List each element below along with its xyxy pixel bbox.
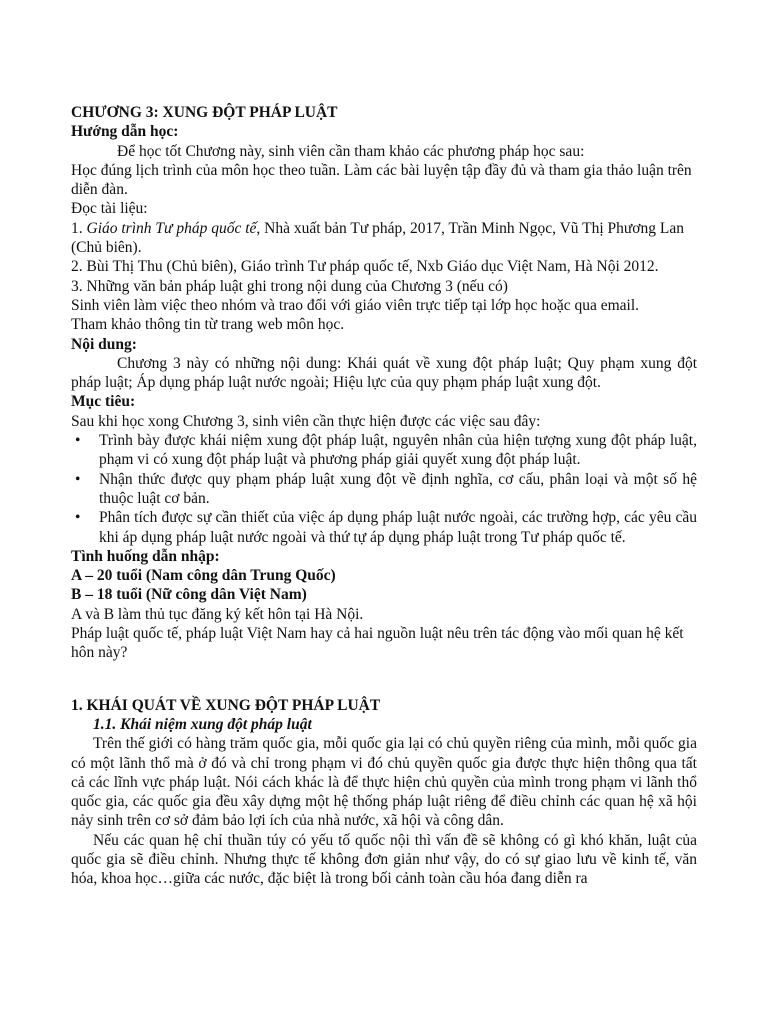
section-1-paragraph-2: Nếu các quan hệ chỉ thuần túy có yếu tố quốc nội thì vấn đề sẽ không có gì khó khăn, luật của quốc gia sẽ điều chỉnh. Nhưng thực tế không đơn giản như vậy, do có sự giao lưu về kinh tế, văn hóa, khoa học…giữa các nước, đặc biệt là trong bối cảnh toàn cầu hóa đang diễn ra — [71, 831, 697, 888]
content-heading: Nội dung: — [71, 335, 137, 353]
bullet-icon: • — [75, 509, 81, 527]
list-item — [71, 431, 697, 470]
bullet-icon: • — [75, 470, 81, 488]
study-guide-intro: Để học tốt Chương này, sinh viên cần tham khảo các phương pháp học sau: — [117, 142, 585, 160]
case-party-a: A – 20 tuổi (Nam công dân Trung Quốc) — [71, 567, 336, 585]
case-party-b: B – 18 tuổi (Nữ công dân Việt Nam) — [71, 586, 307, 604]
bullet-icon: • — [75, 432, 81, 450]
reference-1-title: Giáo trình Tư pháp quốc tế — [86, 219, 257, 237]
objectives-intro: Sau khi học xong Chương 3, sinh viên cần thực hiện được các việc sau đây: — [71, 412, 541, 430]
objective-text: Nhận thức được quy phạm pháp luật xung đột về định nghĩa, cơ cấu, phân loại và một số hệ thuộc luật cơ bản. — [99, 470, 697, 507]
objective-text: Phân tích được sự cần thiết của việc áp dụng pháp luật nước ngoài, các trường hợp, các yêu cầu khi áp dụng pháp luật nước ngoài và thứ tự áp dụng pháp luật trong Tư pháp quốc tế. — [99, 509, 697, 546]
reference-1-number: 1. — [71, 219, 87, 237]
section-1-paragraph-1: Trên thế giới có hàng trăm quốc gia, mỗi quốc gia lại có chủ quyền riêng của mình, mỗi quốc gia có một lãnh thổ mà ở đó và chỉ trong phạm vi đó chủ quyền quốc gia được thực hiện thông qua tất cả các lĩnh vực pháp luật. Nói cách khác là để thực hiện chủ quyền của mình trong phạm vi lãnh thổ quốc gia, các quốc gia đều xây dựng một hệ thống pháp luật riêng để điều chỉnh các quan hệ xã hội nảy sinh trên cơ sở đảm bảo lợi ích của nhà nước, xã hội và công dân. — [71, 735, 697, 830]
case-heading: Tình huống dẫn nhập: — [71, 547, 220, 565]
case-question: Pháp luật quốc tế, pháp luật Việt Nam hay cả hai nguồn luật nêu trên tác động vào mối quan hệ kết hôn này? — [71, 625, 684, 662]
spacer — [71, 682, 697, 696]
reference-1 — [71, 219, 697, 258]
spacer — [71, 663, 697, 682]
reading-label: Đọc tài liệu: — [71, 200, 148, 218]
reference-3: 3. Những văn bản pháp luật ghi trong nội dung của Chương 3 (nếu có) — [71, 277, 508, 295]
list-item — [71, 470, 697, 509]
study-guide-line3: Tham khảo thông tin từ trang web môn học. — [71, 316, 345, 334]
list-item — [71, 508, 697, 547]
content-text: Chương 3 này có những nội dung: Khái quát về xung đột pháp luật; Quy phạm xung đột pháp luật; Áp dụng pháp luật nước ngoài; Hiệu lực của quy phạm pháp luật xung đột. — [71, 354, 697, 392]
section-1-title: 1. KHÁI QUÁT VỀ XUNG ĐỘT PHÁP LUẬT — [71, 696, 381, 714]
reference-1-rest: , Nhà xuất bản Tư pháp, 2017, Trần Minh Ngọc, Vũ Thị Phương Lan (Chủ biên). — [71, 219, 684, 257]
objectives-list — [71, 431, 697, 547]
study-guide-line1: Học đúng lịch trình của môn học theo tuần. Làm các bài luyện tập đầy đủ và tham gia thảo luận trên diễn đàn. — [71, 161, 692, 199]
study-guide-line2: Sinh viên làm việc theo nhóm và trao đổi với giáo viên trực tiếp tại lớp học hoặc qua email. — [71, 296, 640, 314]
section-1-1-title: 1.1. Khái niệm xung đột pháp luật — [93, 715, 312, 733]
study-guide-heading: Hướng dẫn học: — [71, 123, 179, 141]
objectives-heading: Mục tiêu: — [71, 393, 136, 411]
case-line1: A và B làm thủ tục đăng ký kết hôn tại Hà Nội. — [71, 605, 364, 623]
chapter-title: CHƯƠNG 3: XUNG ĐỘT PHÁP LUẬT — [71, 104, 338, 121]
document-page — [71, 103, 697, 889]
objective-text: Trình bày được khái niệm xung đột pháp luật, nguyên nhân của hiện tượng xung đột pháp luật, phạm vi có xung đột pháp luật và phương pháp giải quyết xung đột pháp luật. — [99, 432, 697, 469]
reference-2: 2. Bùi Thị Thu (Chủ biên), Giáo trình Tư pháp quốc tế, Nxb Giáo dục Việt Nam, Hà Nội 2012. — [71, 258, 659, 276]
